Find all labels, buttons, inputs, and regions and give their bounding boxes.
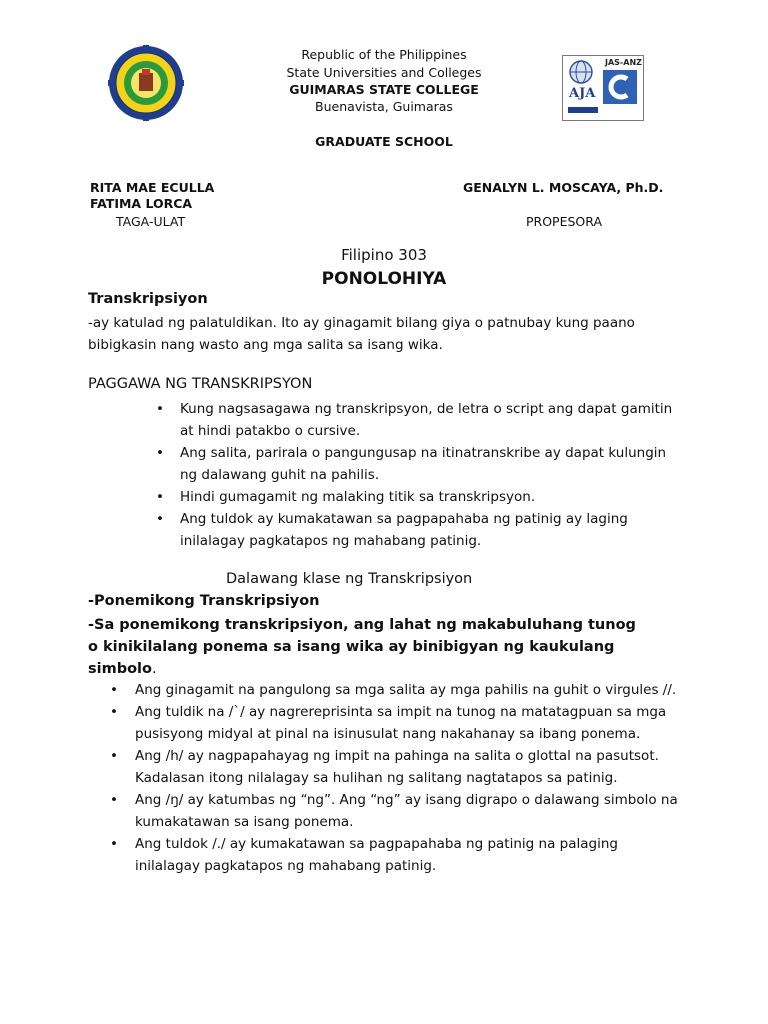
list-item: • Hindi gumagamit ng malaking titik sa transkripsyon. [156,486,686,508]
dalawang-klase-heading: Dalawang klase ng Transkripsiyon [226,571,473,587]
header-line-suc: State Universities and Colleges [286,65,482,80]
reporter-name: RITA MAE ECULLA [90,180,215,195]
list-item: • Ang ginagamit na pangulong sa mga salita ay mga pahilis na guhit o virgules //. [110,679,685,701]
ponemikong-bullet-list [110,679,685,877]
list-item: • Ang tuldok /./ ay kumakatawan sa pagpapahaba ng patinig na palaging inilalagay pagkatapos ng mahabang patinig. [110,833,685,877]
professor-role: PROPESORA [526,214,603,229]
transkripsiyon-definition: -ay katulad ng palatuldikan. Ito ay ginagamit bilang giya o patnubay kung paano bibigkasin nang wasto ang mga salita sa isang wika. [88,315,635,353]
paggawa-bullet-list [156,398,686,552]
professor-name: GENALYN L. MOSCAYA, Ph.D. [463,180,664,195]
header-line-republic: Republic of the Philippines [301,47,467,62]
list-item: • Ang /ŋ/ ay katumbas ng “ng”. Ang “ng” ay isang digrapo o dalawang simbolo na kumakatawan sa isang ponema. [110,789,685,833]
ponemikong-description [88,614,648,680]
list-item: • Ang salita, parirala o pangungusap na itinatranskribe ay dapat kulungin ng dalawang guhit na pahilis. [156,442,686,486]
college-address: Buenavista, Guimaras [315,99,453,114]
college-name: GUIMARAS STATE COLLEGE [289,82,479,97]
cert-logo-top-text: JAS-ANZ [605,58,642,67]
transkripsiyon-heading: Transkripsiyon [88,291,208,307]
reporter-name: FATIMA LORCA [90,196,193,211]
list-item: • Kung nagsasagawa ng transkripsyon, de letra o script ang dapat gamitin at hindi patakbo o cursive. [156,398,686,442]
ponemikong-description-text: -Sa ponemikong transkripsiyon, ang lahat ng makabuluhang tunog o kinikilalang ponema sa isang wika ay binibigyan ng kaukulang simbolo [88,617,636,677]
list-item: • Ang tuldik na /`/ ay nagrereprisinta sa impit na tunog na matatagpuan sa mga pusisyong midyal at pinal na isinusulat nang nakahanay sa ibang ponema. [110,701,685,745]
paggawa-heading: PAGGAWA NG TRANSKRIPSYON [88,376,313,392]
graduate-school-heading: GRADUATE SCHOOL [315,134,453,149]
document-title: PONOLOHIYA [321,269,447,289]
cert-logo-letters: AJA [569,86,596,101]
list-item: • Ang /h/ ay nagpapahayag ng impit na pahinga na salita o glottal na pasutsot. Kadalasan itong nilalagay sa hulihan ng salitang nagtatapos sa patinig. [110,745,685,789]
ponemikong-subheading: -Ponemikong Transkripsiyon [88,593,320,609]
ponemikong-description-period: . [151,661,157,677]
course-code: Filipino 303 [341,246,427,264]
list-item: • Ang tuldok ay kumakatawan sa pagpapahaba ng patinig ay laging inilalagay pagkatapos ng mahabang patinig. [156,508,686,552]
reporter-role: TAGA-ULAT [116,214,186,229]
